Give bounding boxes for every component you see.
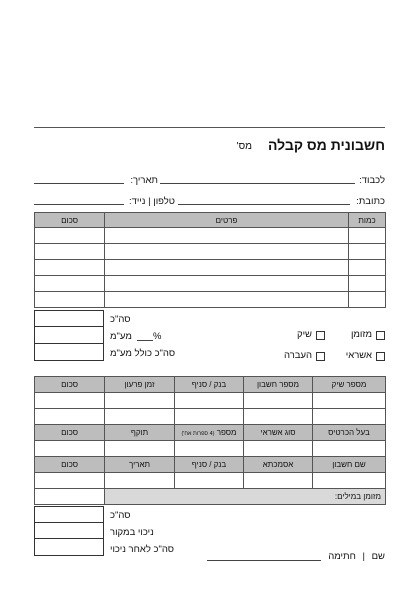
cash-label: מזומן — [350, 329, 372, 340]
transfer-label: העברה — [283, 350, 312, 361]
items-header-qty: כמות — [349, 213, 386, 228]
vat-label: מע"מ — [110, 331, 132, 342]
details-cell[interactable] — [105, 292, 349, 308]
check-cell[interactable] — [313, 409, 386, 425]
credit-checkbox[interactable] — [376, 352, 385, 361]
transfer-cell[interactable] — [105, 473, 175, 489]
details-cell[interactable] — [105, 260, 349, 276]
total-incl-vat-label: סה"כ כולל מע"מ — [110, 348, 176, 359]
address-field[interactable] — [178, 204, 350, 205]
subtotal-label: סה"כ — [110, 314, 131, 325]
checks-header-bank-branch: בנק / סניף — [175, 377, 244, 393]
transfer-cell[interactable] — [244, 473, 313, 489]
check-cell[interactable] — [105, 393, 175, 409]
total-incl-vat-box[interactable] — [34, 344, 104, 361]
cash-in-words-amount[interactable] — [35, 489, 105, 505]
checks-header-check-number: מספר שיק — [313, 377, 386, 393]
details-cell[interactable] — [105, 228, 349, 244]
items-header-details: פרטים — [105, 213, 349, 228]
cash-in-words-label: מזומן במילים: — [334, 492, 381, 501]
table-row — [35, 244, 386, 260]
after-withholding-box[interactable] — [34, 539, 104, 556]
transfer-cell[interactable] — [35, 473, 105, 489]
details-cell[interactable] — [105, 244, 349, 260]
card-header-holder: בעל הכרטיס — [313, 425, 386, 441]
subtotal-box[interactable] — [34, 310, 104, 327]
check-checkbox[interactable] — [316, 331, 325, 340]
credit-label: אשראי — [345, 350, 372, 361]
amount-cell[interactable] — [35, 228, 105, 244]
invoice-number-label: מס' — [236, 141, 252, 152]
cash-checkbox[interactable] — [376, 331, 385, 340]
phone-label: טלפון | נייד: — [128, 196, 175, 207]
card-cell[interactable] — [313, 441, 386, 457]
transfer-header-date: תאריך — [105, 457, 175, 473]
table-row — [35, 473, 386, 489]
transfer-cell[interactable] — [175, 473, 244, 489]
card-header-type: סוג אשראי — [244, 425, 313, 441]
card-number-label: מספר — [216, 428, 237, 437]
final-total-box[interactable] — [34, 506, 104, 523]
details-cell[interactable] — [105, 276, 349, 292]
transfer-cell[interactable] — [313, 473, 386, 489]
amount-cell[interactable] — [35, 292, 105, 308]
to-field[interactable] — [160, 183, 355, 184]
final-total-label: סה"כ — [110, 510, 131, 521]
vat-box[interactable] — [34, 327, 104, 344]
table-row — [35, 292, 386, 308]
transfer-checkbox[interactable] — [316, 352, 325, 361]
checks-header-amount: סכום — [35, 377, 105, 393]
date-field[interactable] — [34, 183, 124, 184]
table-row — [35, 441, 386, 457]
amount-cell[interactable] — [35, 244, 105, 260]
table-row — [35, 276, 386, 292]
checks-header-due-date: זמן פרעון — [105, 377, 175, 393]
items-header-amount: סכום — [35, 213, 105, 228]
checks-header-account-number: מספר חשבון — [244, 377, 313, 393]
card-header-expiry: תוקף — [105, 425, 175, 441]
qty-cell[interactable] — [349, 292, 386, 308]
sign-label: חתימה — [328, 551, 356, 562]
check-cell[interactable] — [175, 409, 244, 425]
card-cell[interactable] — [105, 441, 175, 457]
check-label: שיק — [296, 329, 312, 340]
signature-separator: | — [362, 551, 365, 562]
card-header-amount: סכום — [35, 425, 105, 441]
invoice-title: חשבונית מס קבלה — [267, 137, 385, 153]
after-withholding-label: סה"כ לאחר ניכוי — [110, 544, 175, 555]
table-row — [35, 393, 386, 409]
check-cell[interactable] — [105, 409, 175, 425]
transfer-header-amount: סכום — [35, 457, 105, 473]
table-row — [35, 260, 386, 276]
check-cell[interactable] — [244, 393, 313, 409]
card-number-note: (4 ספרות אח') — [181, 431, 215, 437]
table-row — [35, 409, 386, 425]
check-cell[interactable] — [313, 393, 386, 409]
check-cell[interactable] — [175, 393, 244, 409]
amount-cell[interactable] — [35, 260, 105, 276]
transfer-header-reference: אסמכתא — [244, 457, 313, 473]
qty-cell[interactable] — [349, 244, 386, 260]
items-table — [34, 212, 386, 308]
to-label: לכבוד: — [359, 175, 385, 186]
phone-field[interactable] — [34, 204, 124, 205]
cash-in-words-field[interactable] — [105, 489, 386, 505]
table-row — [35, 228, 386, 244]
check-cell[interactable] — [35, 393, 105, 409]
signature-field[interactable] — [207, 560, 321, 561]
vat-rate-field[interactable] — [137, 340, 153, 341]
name-label: שם — [371, 551, 385, 562]
card-header-number — [175, 425, 244, 441]
check-cell[interactable] — [244, 409, 313, 425]
address-label: כתובת: — [356, 196, 385, 207]
card-cell[interactable] — [35, 441, 105, 457]
top-rule — [34, 127, 385, 128]
qty-cell[interactable] — [349, 260, 386, 276]
payment-details-table — [34, 376, 386, 505]
withholding-box[interactable] — [34, 523, 104, 539]
transfer-header-bank-branch: בנק / סניף — [175, 457, 244, 473]
amount-cell[interactable] — [35, 276, 105, 292]
check-cell[interactable] — [35, 409, 105, 425]
withholding-label: ניכוי במקור — [110, 527, 154, 538]
qty-cell[interactable] — [349, 228, 386, 244]
card-cell[interactable] — [175, 441, 244, 457]
vat-percent: % — [153, 331, 162, 342]
qty-cell[interactable] — [349, 276, 386, 292]
transfer-header-account-name: שם חשבון — [313, 457, 386, 473]
card-cell[interactable] — [244, 441, 313, 457]
signature-line-label — [328, 551, 385, 562]
date-label: תאריך: — [130, 175, 158, 186]
